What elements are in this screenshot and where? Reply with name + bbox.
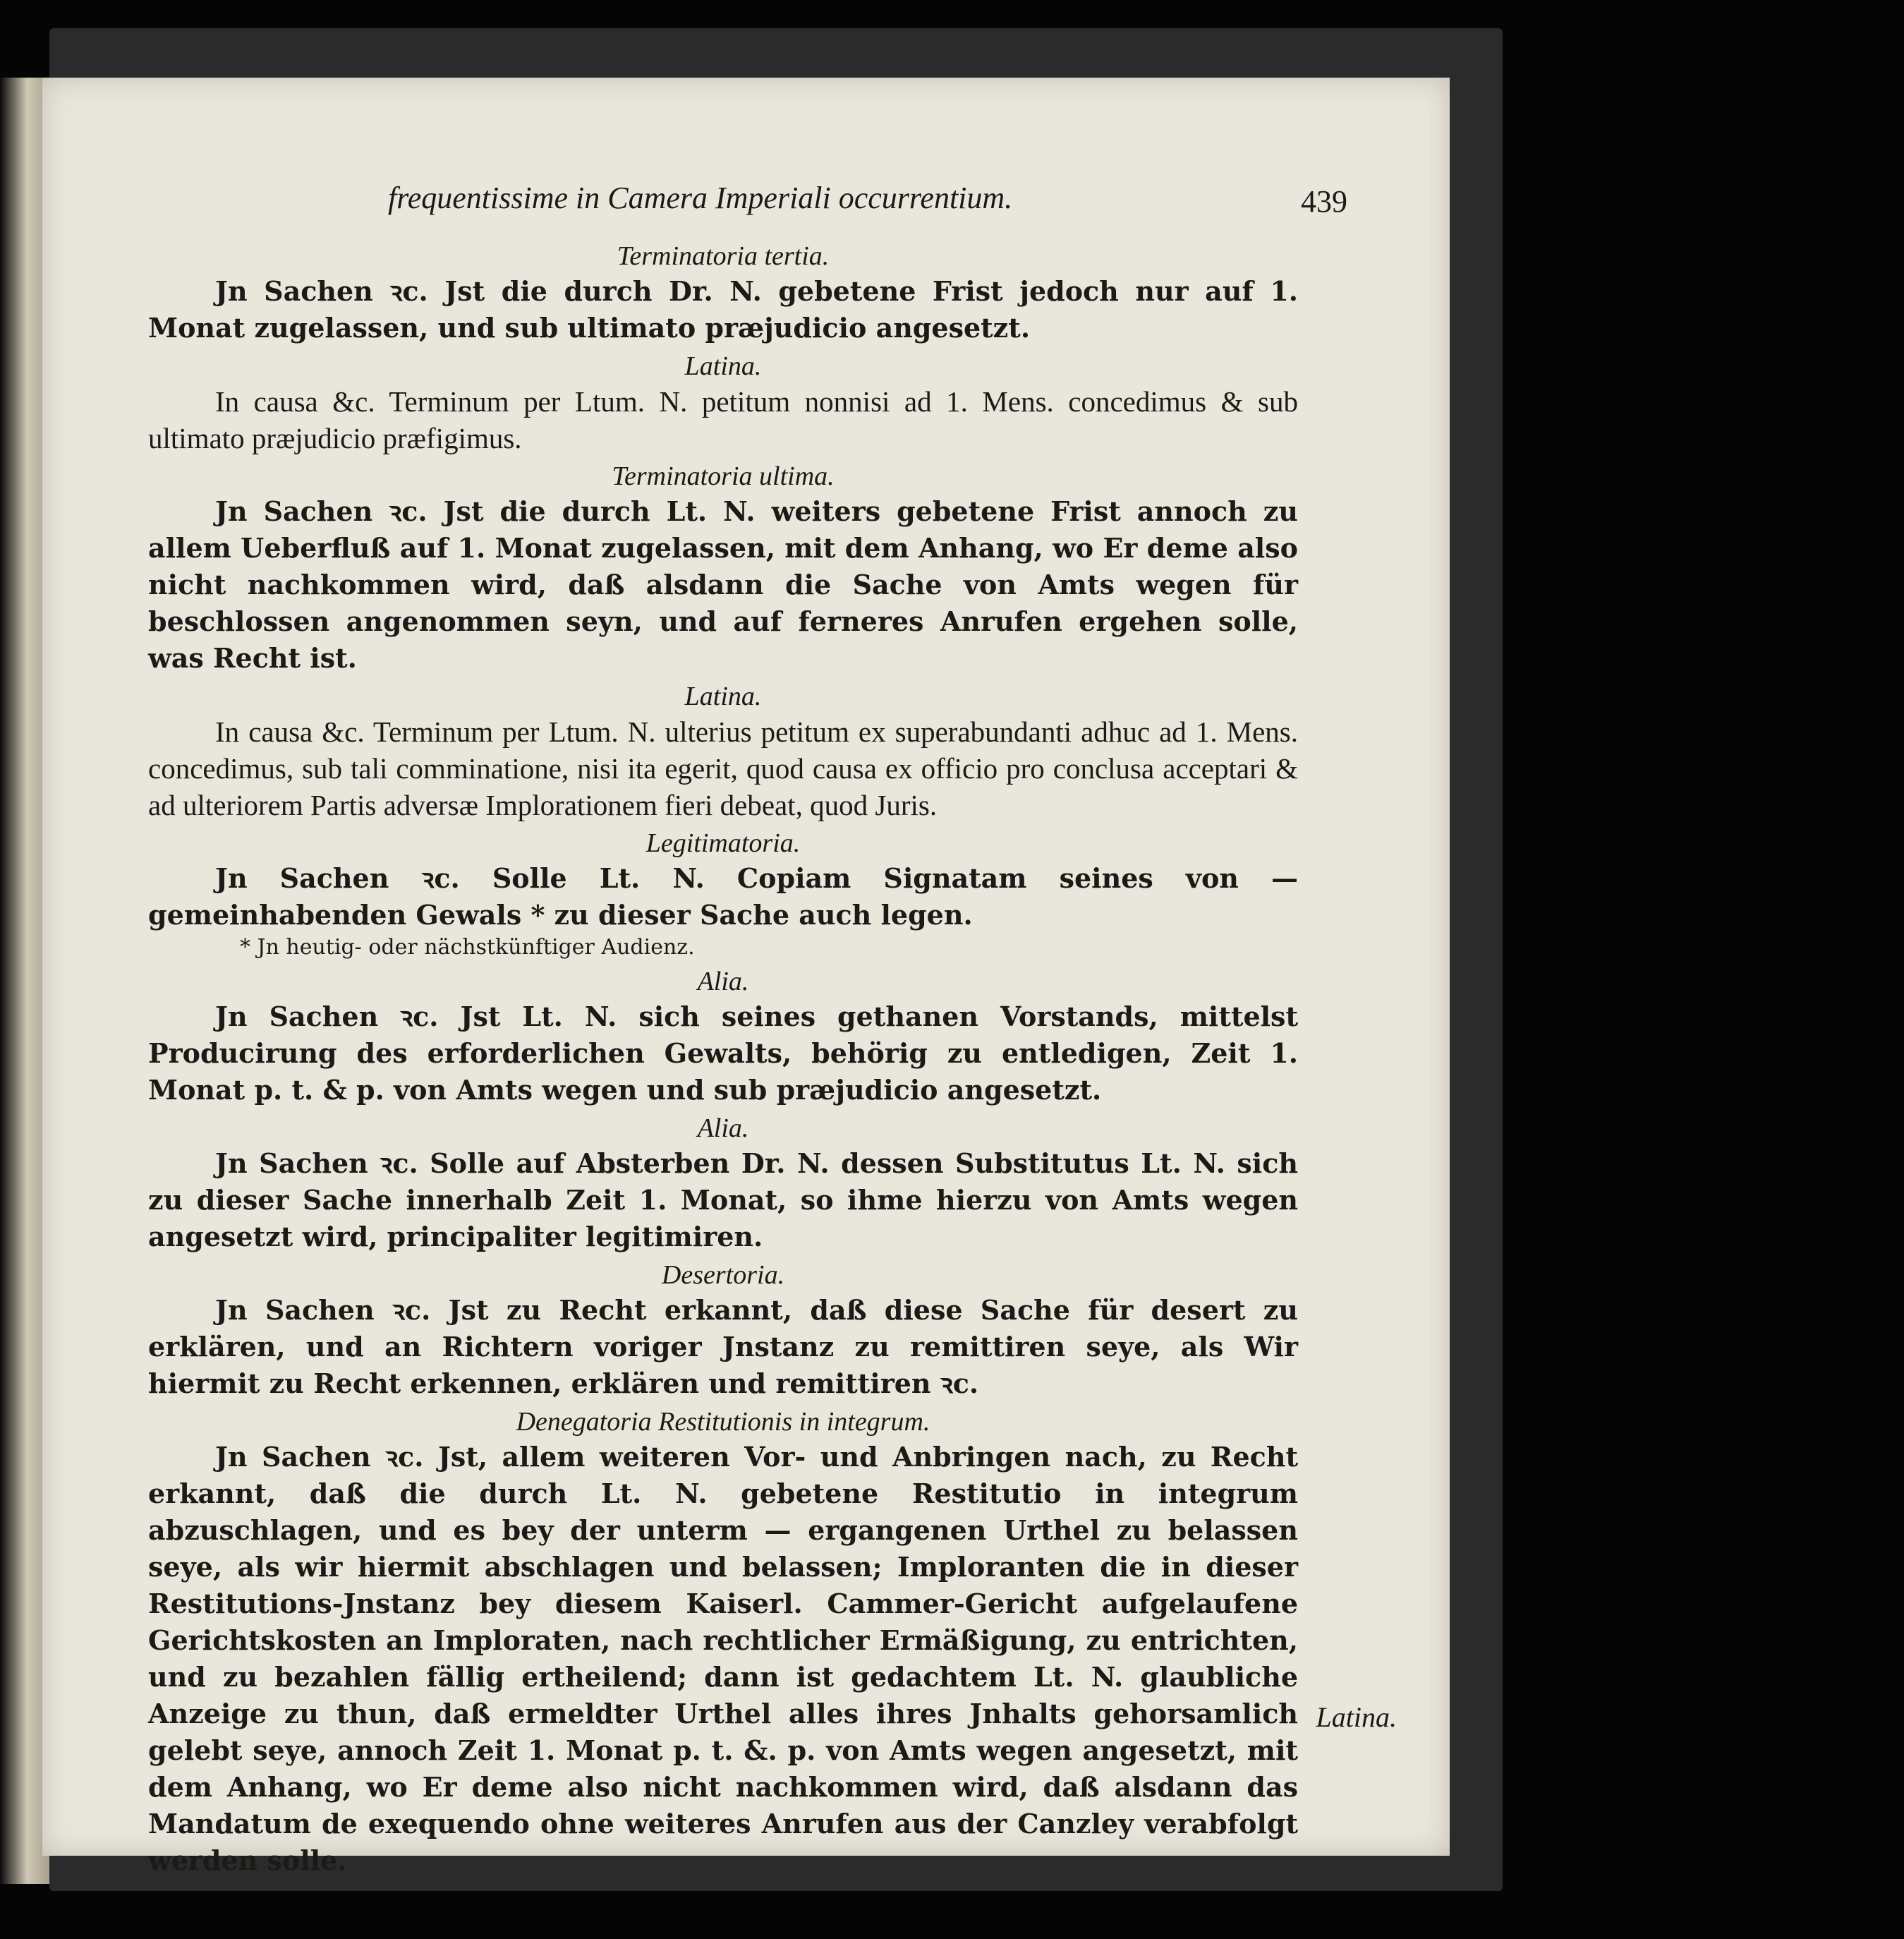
section-heading: Terminatoria tertia. [617, 241, 830, 271]
german-formula: Jn Sachen ꝛc. Jst, allem weiteren Vor- und Anbringen nach, zu Recht erkannt, daß die durch Lt. N. gebetene Restitutio in integrum abzuschlagen, und es bey der unterm — ergangenen Urthel zu belassen seye, als wir hiermit abschlagen und belassen; Imploranten die in dieser Restitutions-Jnstanz bey diesem Kaiserl. Cammer-Gericht aufgelaufene Gerichtskosten an Imploraten, nach rechtlicher Ermäßigung, zu entrichten, und zu bezahlen fällig ertheilend; dann ist gedachtem Lt. N. glaubliche Anzeige zu thun, daß ermeldter Urthel alles ihres Jnhalts gehorsamlich gelebt seye, annoch Zeit 1. Monat p. t. &. p. von Amts wegen angesetzt, mit dem Anhang, wo Er deme also nicht nachkommen wird, daß alsdann das Mandatum de exequendo ohne weiteres Anrufen aus der Canzley verabfolgt werden solle. [148, 1441, 1298, 1876]
german-formula: Jn Sachen ꝛc. Solle Lt. N. Copiam Signatam seines von — gemeinhabenden Gewals * zu dieser Sache auch legen. [148, 862, 1298, 931]
page-number: 439 [1301, 184, 1347, 219]
section-heading: Legitimatoria. [645, 828, 801, 858]
running-head-text: frequentissime in Camera Imperiali occurrentium. [388, 181, 1013, 215]
section-heading: Alia. [697, 967, 749, 996]
section-heading: Desertoria. [661, 1260, 785, 1290]
german-formula: Jn Sachen ꝛc. Jst die durch Dr. N. gebetene Frist jedoch nur auf 1. Monat zugelassen, und sub ultimato præjudicio angesetzt. [148, 275, 1298, 344]
german-formula: Jn Sachen ꝛc. Jst die durch Lt. N. weiters gebetene Frist annoch zu allem Ueberfluß auf 1. Monat zugelassen, mit dem Anhang, wo Er deme also nicht nachkommen wird, daß alsdann die Sache von Amts wegen für beschlossen angenommen seyn, und auf ferneres Anrufen ergehen solle, was Recht ist. [148, 495, 1298, 674]
section-heading: Terminatoria ultima. [612, 461, 835, 491]
german-formula: Jn Sachen ꝛc. Solle auf Absterben Dr. N. dessen Substitutus Lt. N. sich zu dieser Sache innerhalb Zeit 1. Monat, so ihme hierzu von Amts wegen angesetzt wird, principaliter legitimiren. [148, 1147, 1298, 1252]
catchword: Latina. [1316, 1701, 1397, 1733]
running-head [388, 180, 1404, 219]
section-heading: Denegatoria Restitutionis in integrum. [516, 1407, 930, 1437]
latin-heading: Latina. [684, 351, 762, 381]
footnote: * Jn heutig- oder nächstkünftiger Audienz. [240, 935, 695, 960]
latin-formula: In causa &c. Terminum per Ltum. N. petitum nonnisi ad 1. Mens. concedimus & sub ultimato præjudicio præfigimus. [148, 385, 1298, 454]
latin-formula: In causa &c. Terminum per Ltum. N. ulterius petitum ex superabundanti adhuc ad 1. Mens. concedimus, sub tali comminatione, nisi ita egerit, quod causa ex officio pro conclusa acceptari & ad ulteriorem Partis adversæ Implorationem fieri debeat, quod Juris. [148, 715, 1298, 821]
latin-heading: Latina. [684, 682, 762, 711]
section-heading: Alia. [697, 1113, 749, 1143]
german-formula: Jn Sachen ꝛc. Jst zu Recht erkannt, daß diese Sache für desert zu erklären, und an Richtern voriger Jnstanz zu remittiren seye, als Wir hiermit zu Recht erkennen, erklären und remittiren ꝛc. [148, 1294, 1298, 1399]
book-page [42, 78, 1450, 1876]
page-body [148, 236, 1298, 1879]
german-formula: Jn Sachen ꝛc. Jst Lt. N. sich seines gethanen Vorstands, mittelst Producirung des erforderlichen Gewalts, behörig zu entledigen, Zeit 1. Monat p. t. & p. von Amts wegen und sub præjudicio angesetzt. [148, 1001, 1298, 1106]
